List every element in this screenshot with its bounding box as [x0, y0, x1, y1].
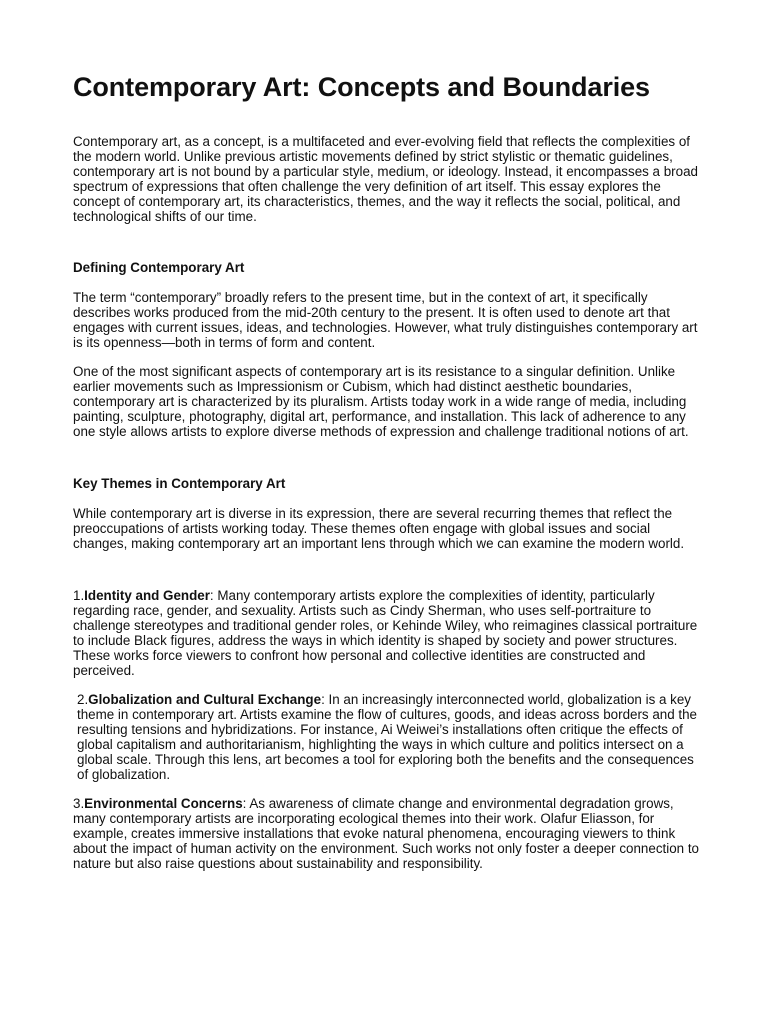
theme-term: Identity and Gender	[84, 588, 210, 603]
theme-text: : As awareness of climate change and environmental degradation grows, many contemporary artists are incorporating ecological themes into their work. Olafur Eliasson, for example, creates immersive installations that evoke natural phenomena, encouraging viewers to think about the impact of human activity on the environment. Such works not only foster a deeper connection to nature but also raise questions about sustainability and responsibility.	[73, 796, 699, 871]
theme-item-globalization	[73, 692, 703, 782]
defining-paragraph-1: The term “contemporary” broadly refers to the present time, but in the context of art, it specifically describes works produced from the mid-20th century to the present. It is often used to denote art that engages with current issues, ideas, and technologies. However, what truly distinguishes contemporary art is its openness—both in terms of form and content.	[73, 290, 698, 350]
defining-paragraph-2: One of the most significant aspects of contemporary art is its resistance to a singular definition. Unlike earlier movements such as Impressionism or Cubism, which had distinct aesthetic boundaries, contemporary art is characterized by its pluralism. Artists today work in a wide range of media, including painting, sculpture, photography, digital art, performance, and installation. This lack of adherence to any one style allows artists to explore diverse methods of expression and challenge traditional notions of art.	[73, 364, 689, 439]
page-title: Contemporary Art: Concepts and Boundaries	[73, 72, 650, 102]
theme-number: 1.	[73, 588, 85, 603]
theme-text: : Many contemporary artists explore the complexities of identity, particularly regarding race, gender, and sexuality. Artists such as Cindy Sherman, who uses self-portraiture to challenge stereotypes and traditional gender roles, or Kehinde Wiley, who reimagines classical portraiture to include Black figures, address the ways in which identity is shaped by society and power structures. These works force viewers to confront how personal and collective identities are constructed and perceived.	[73, 588, 698, 678]
intro-paragraph: Contemporary art, as a concept, is a multifaceted and ever-evolving field that reflects the complexities of the modern world. Unlike previous artistic movements defined by strict stylistic or thematic guidelines, contemporary art is not bound by a particular style, medium, or ideology. Instead, it encompasses a broad spectrum of expressions that often challenge the very definition of art itself. This essay explores the concept of contemporary art, its characteristics, themes, and the way it reflects the social, political, and technological shifts of our time.	[73, 134, 698, 224]
key-themes-paragraph: While contemporary art is diverse in its expression, there are several recurring themes that reflect the preoccupations of artists working today. These themes often engage with global issues and social changes, making contemporary art an important lens through which we can examine the modern world.	[73, 506, 685, 551]
theme-number: 2.	[77, 692, 89, 707]
theme-term: Globalization and Cultural Exchange	[88, 692, 322, 707]
theme-item-identity	[73, 588, 703, 678]
document-page	[73, 70, 703, 871]
theme-item-environmental	[73, 796, 703, 871]
theme-term: Environmental Concerns	[84, 796, 243, 811]
theme-text: : In an increasingly interconnected world, globalization is a key theme in contemporary art. Artists examine the flow of cultures, goods, and ideas across borders and the resulting tensions and hybridizations. For instance, Ai Weiwei’s installations often critique the effects of global capitalism and authoritarianism, highlighting the ways in which culture and politics intersect on a global scale. Through this lens, art becomes a tool for exploring both the benefits and the consequences of globalization.	[77, 692, 698, 782]
theme-number: 3.	[73, 796, 85, 811]
section-heading-defining: Defining Contemporary Art	[73, 260, 245, 275]
section-heading-key-themes: Key Themes in Contemporary Art	[73, 476, 286, 491]
